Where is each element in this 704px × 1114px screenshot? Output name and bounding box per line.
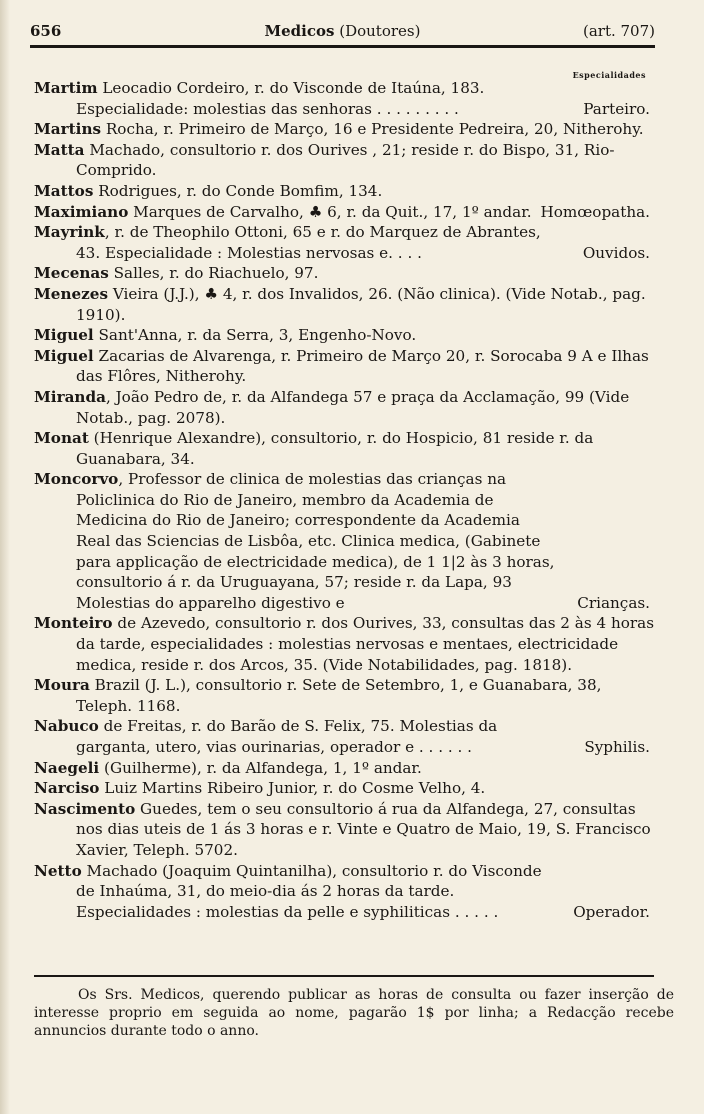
directory-entry bbox=[34, 799, 654, 861]
entry-specialty: Homœopatha. bbox=[540, 202, 650, 221]
page-title bbox=[30, 22, 655, 40]
directory-entry bbox=[34, 78, 654, 119]
directory-entry bbox=[34, 675, 654, 716]
entry-text: Marques de Carvalho, ♣ 6, r. da Quit., 17, 1º andar. bbox=[128, 202, 532, 221]
page-title-bold: Medicos bbox=[264, 22, 335, 40]
entry-name: Narciso bbox=[34, 779, 100, 798]
entry-text: Rodrigues, r. do Conde Bomfim, 134. bbox=[93, 181, 383, 200]
entry-specialty: Parteiro. bbox=[583, 99, 650, 118]
page-header bbox=[30, 20, 655, 46]
directory-entry bbox=[34, 263, 654, 284]
page-edge-shadow bbox=[0, 0, 10, 1114]
entry-name: Mayrink bbox=[34, 223, 105, 242]
entry-text: Rocha, r. Primeiro de Março, 16 e Presidente Pedreira, 20, Nitherohy. bbox=[101, 120, 644, 139]
entry-name: Nabuco bbox=[34, 717, 99, 736]
entry-name: Monat bbox=[34, 429, 89, 448]
directory-entry bbox=[34, 716, 654, 757]
directory-entry bbox=[34, 202, 654, 223]
entry-text: Machado, consultorio r. dos Ourives , 21; reside r. do Bispo, 31, Rio-Comprido. bbox=[76, 140, 615, 180]
entry-specialty: Ouvidos. bbox=[582, 243, 650, 262]
directory-entry bbox=[34, 613, 654, 675]
entry-text: Luiz Martins Ribeiro Junior, r. do Cosme Velho, 4. bbox=[99, 779, 486, 798]
entry-name: Maximiano bbox=[34, 202, 129, 221]
entry-specialty: Syphilis. bbox=[584, 738, 650, 756]
footnote-rule bbox=[34, 975, 654, 977]
entry-text: (Guilherme), r. da Alfandega, 1, 1º andar. bbox=[99, 758, 422, 777]
entry-text: , Professor de clinica de molestias das crianças na Policlinica do Rio de Janeiro, membro da Academia de Medicina do Rio de Janeiro; correspondente da Academia Real das Sciencias de Lisbôa, etc. Clinica medica, (Gabinete para applicação de electricidade medica), de 1 1|2 às 3 horas, consultorio á r. da Uruguayana, 57; reside r. da Lapa, 93 Molestias do apparelho digestivo e bbox=[76, 470, 555, 612]
entry-name: Martim bbox=[34, 79, 98, 97]
entry-text: Salles, r. do Riachuelo, 97. bbox=[108, 264, 319, 283]
entry-name: Martins bbox=[34, 120, 102, 139]
entry-name: Miguel bbox=[34, 326, 94, 345]
entry-name: Nascimento bbox=[34, 799, 136, 818]
entry-name: Monteiro bbox=[34, 614, 113, 633]
directory-entry bbox=[34, 469, 654, 613]
entry-text: Sant'Anna, r. da Serra, 3, Engenho-Novo. bbox=[93, 326, 417, 345]
directory-entry bbox=[34, 778, 654, 799]
entry-name: Naegeli bbox=[34, 758, 100, 777]
entry-text: Vieira (J.J.), ♣ 4, r. dos Invalidos, 26. (Não clinica). (Vide Notab., pag. 1910). bbox=[76, 284, 646, 324]
entry-name: Moncorvo bbox=[34, 470, 119, 489]
directory-entry bbox=[34, 387, 654, 428]
entry-text: de Azevedo, consultorio r. dos Ourives, 33, consultas das 2 às 4 horas da tarde, especialidades : molestias nervosas e mentaes, electricidade medica, reside r. dos Arcos, 35. (Vide Notabilidades, pag. 1818). bbox=[76, 614, 655, 674]
header-rule bbox=[30, 45, 655, 48]
directory-entry bbox=[34, 284, 654, 325]
entry-text: Machado (Joaquim Quintanilha), consultorio r. do Visconde de Inhaúma, 31, do meio-dia ás 2 horas da tarde. Especialidades : molestias da pelle e syphiliticas . . . . . bbox=[76, 861, 542, 921]
entry-name: Miranda bbox=[34, 387, 106, 406]
entry-specialty: Crianças. bbox=[577, 593, 650, 612]
directory-entry bbox=[34, 428, 654, 469]
page-number: 656 bbox=[30, 22, 62, 40]
entry-text: Leocadio Cordeiro, r. do Visconde de Itaúna, 183. Especialidade: molestias das senhoras . . . . . . . . . bbox=[76, 79, 485, 118]
entry-text: de Freitas, r. do Barão de S. Felix, 75. Molestias da garganta, utero, vias ourinarias, operador e . . . . . . bbox=[76, 717, 498, 756]
entry-text: (Henrique Alexandre), consultorio, r. do Hospicio, 81 reside r. da Guanabara, 34. bbox=[76, 429, 594, 468]
entry-text: , João Pedro de, r. da Alfandega 57 e praça da Acclamação, 99 (Vide Notab., pag. 2078). bbox=[76, 387, 630, 427]
entry-text: Zacarias de Alvarenga, r. Primeiro de Março 20, r. Sorocaba 9 A e Ilhas das Flôres, Nitherohy. bbox=[76, 346, 649, 386]
entry-list bbox=[34, 78, 654, 922]
entry-name: Netto bbox=[34, 861, 82, 880]
entry-name: Matta bbox=[34, 140, 85, 159]
directory-entry bbox=[34, 325, 654, 346]
entry-text: Brazil (J. L.), consultorio r. Sete de Setembro, 1, e Guanabara, 38, Teleph. 1168. bbox=[76, 676, 602, 715]
directory-entry bbox=[34, 140, 654, 181]
entry-name: Miguel bbox=[34, 346, 94, 365]
directory-entry bbox=[34, 181, 654, 202]
specialties-column-label: Especialidades bbox=[572, 70, 646, 80]
entry-name: Menezes bbox=[34, 284, 109, 303]
directory-entry bbox=[34, 861, 654, 923]
article-number: (art. 707) bbox=[582, 22, 655, 40]
footnote bbox=[34, 986, 674, 1040]
entry-name: Mecenas bbox=[34, 264, 109, 283]
directory-entry bbox=[34, 346, 654, 387]
directory-entry bbox=[34, 758, 654, 779]
directory-entry bbox=[34, 119, 654, 140]
footnote-text: Os Srs. Medicos, querendo publicar as horas de consulta ou fazer inserção de interesse proprio em seguida ao nome, pagarão 1$ por linha; a Redacção recebe annuncios durante todo o anno. bbox=[34, 987, 674, 1039]
directory-entry bbox=[34, 222, 654, 263]
entry-specialty: Operador. bbox=[573, 902, 650, 921]
entry-text: Guedes, tem o seu consultorio á rua da Alfandega, 27, consultas nos dias uteis de 1 ás 3 horas e r. Vinte e Quatro de Maio, 19, S. Francisco Xavier, Teleph. 5702. bbox=[76, 799, 651, 859]
entry-text: , r. de Theophilo Ottoni, 65 e r. do Marquez de Abrantes, 43. Especialidade : Molestias nervosas e. . . . bbox=[76, 223, 541, 262]
page-title-rest: (Doutores) bbox=[339, 22, 421, 40]
entry-name: Moura bbox=[34, 676, 90, 695]
entry-name: Mattos bbox=[34, 181, 94, 200]
